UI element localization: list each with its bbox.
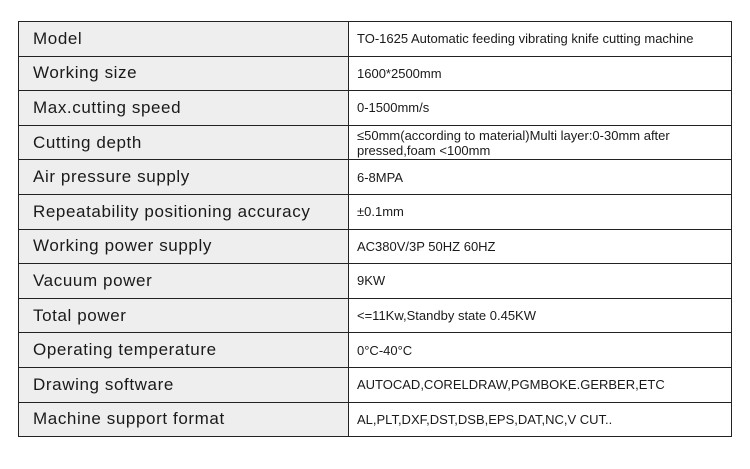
row-label-operating-temperature: Operating temperature	[19, 333, 349, 368]
row-label-drawing-software: Drawing software	[19, 367, 349, 402]
row-label-working-size: Working size	[19, 56, 349, 91]
row-value-max-cutting-speed: 0-1500mm/s	[349, 91, 732, 126]
row-value-working-size: 1600*2500mm	[349, 56, 732, 91]
row-label-total-power: Total power	[19, 298, 349, 333]
row-label-cutting-depth: Cutting depth	[19, 125, 349, 160]
row-label-vacuum-power: Vacuum power	[19, 264, 349, 299]
table-row	[19, 264, 732, 299]
row-value-machine-support-format: AL,PLT,DXF,DST,DSB,EPS,DAT,NC,V CUT..	[349, 402, 732, 437]
table-row	[19, 91, 732, 126]
table-row	[19, 333, 732, 368]
table-row	[19, 125, 732, 160]
row-value-air-pressure-supply: 6-8MPA	[349, 160, 732, 195]
row-value-operating-temperature: 0°C-40°C	[349, 333, 732, 368]
table-row	[19, 160, 732, 195]
row-value-repeatability-positioning-accuracy: ±0.1mm	[349, 194, 732, 229]
table-row	[19, 298, 732, 333]
table-row	[19, 367, 732, 402]
row-label-repeatability-positioning-accuracy: Repeatability positioning accuracy	[19, 194, 349, 229]
table-row	[19, 229, 732, 264]
row-value-total-power: <=11Kw,Standby state 0.45KW	[349, 298, 732, 333]
specification-table	[18, 21, 732, 437]
table-row	[19, 56, 732, 91]
row-value-vacuum-power: 9KW	[349, 264, 732, 299]
row-label-working-power-supply: Working power supply	[19, 229, 349, 264]
table-row	[19, 194, 732, 229]
row-value-model: TO-1625 Automatic feeding vibrating knife cutting machine	[349, 22, 732, 57]
row-value-cutting-depth	[349, 125, 732, 160]
row-value-working-power-supply: AC380V/3P 50HZ 60HZ	[349, 229, 732, 264]
table-row	[19, 22, 732, 57]
row-label-air-pressure-supply: Air pressure supply	[19, 160, 349, 195]
row-label-machine-support-format: Machine support format	[19, 402, 349, 437]
row-label-max-cutting-speed: Max.cutting speed	[19, 91, 349, 126]
cutting-depth-line-1: ≤50mm(according to material)Multi layer:0-30mm after	[357, 127, 670, 143]
row-label-model: Model	[19, 22, 349, 57]
cutting-depth-line-2: pressed,foam <100mm	[357, 142, 491, 158]
table-row	[19, 402, 732, 437]
row-value-drawing-software: AUTOCAD,CORELDRAW,PGMBOKE.GERBER,ETC	[349, 367, 732, 402]
